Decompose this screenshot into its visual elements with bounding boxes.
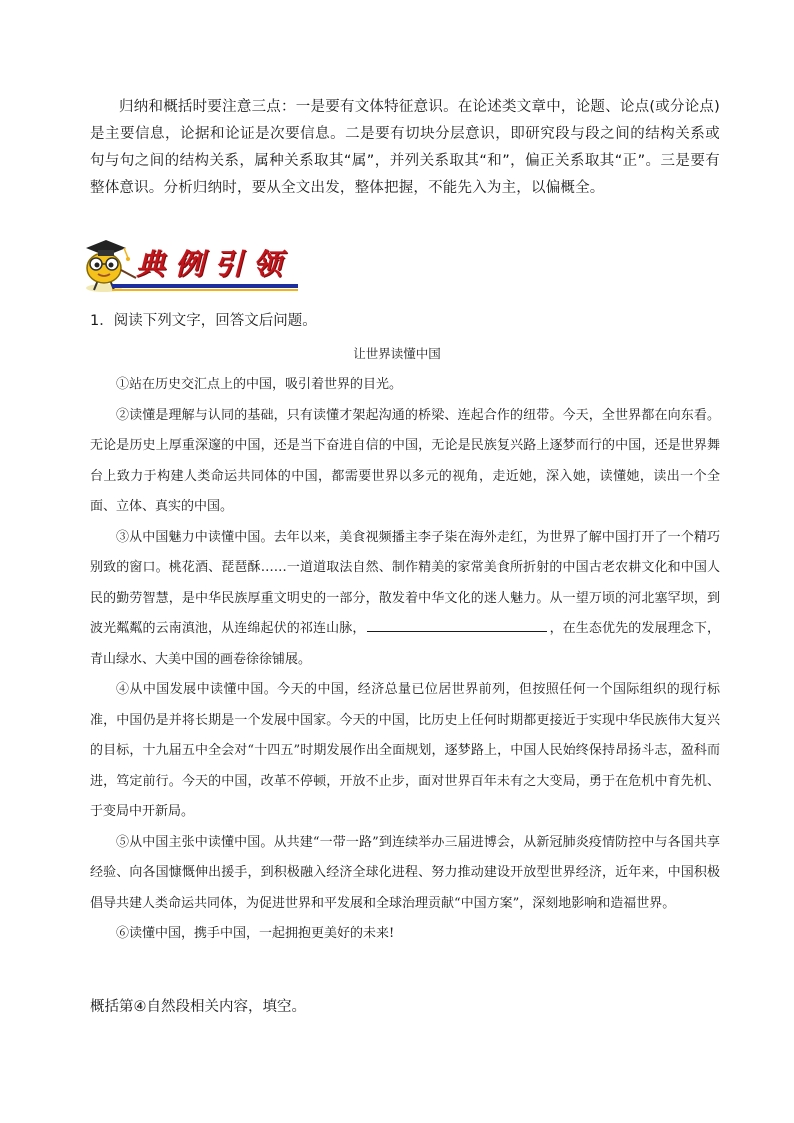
article-paragraph-3 — [90, 523, 720, 676]
banner-title: 典例引领 — [136, 247, 293, 281]
intro-paragraph: 归纳和概括时要注意三点：一是要有文体特征意识。在论述类文章中，论题、论点(或分论点)是主要信息，论据和论证是次要信息。二是要有切块分层意识，即研究段与段之间的结构关系或句与句之间的结构关系，属种关系取其“属”，并列关系取其“和”，偏正关系取其“正”。三是要有整体意识。分析归纳时，要从全文出发，整体把握，不能先入为主，以偏概全。 — [90, 99, 720, 196]
task-instruction: 概括第④自然段相关内容，填空。 — [90, 999, 306, 1015]
paragraph-3-text-after-blank: ，在生态优先的发展理念下，青山绿水、大美中国的画卷徐徐铺展。 — [90, 621, 720, 667]
section-banner — [74, 228, 298, 294]
article-body — [90, 370, 720, 950]
fill-in-blank[interactable] — [367, 617, 547, 632]
article-paragraph-5: ⑤从中国主张中读懂中国。从共建“一带一路”到连续举办三届进博会，从新冠肺炎疫情防控中与各国共享经验、向各国慷慨伸出援手，到积极融入经济全球化进程、努力推动建设开放型世界经济，近年来，中国积极倡导共建人类命运共同体，为促进世界和平发展和全球治理贡献“中国方案”，深刻地影响和造福世界。 — [90, 834, 720, 911]
article-paragraph-2: ②读懂是理解与认同的基础，只有读懂才架起沟通的桥梁、连起合作的纽带。今天，全世界都在向东看。无论是历史上厚重深邃的中国，还是当下奋进自信的中国，无论是民族复兴路上逐梦而行的中国，还是世界舞台上致力于构建人类命运共同体的中国，都需要世界以多元的视角，走近她，深入她，读懂她，读出一个全面、立体、真实的中国。 — [90, 407, 720, 514]
banner-underline — [112, 284, 298, 288]
intro-section — [90, 94, 720, 202]
article-paragraph-6: ⑥读懂中国，携手中国，一起拥抱更美好的未来! — [116, 926, 395, 941]
paragraph-3-text-before-blank: ③从中国魅力中读懂中国。去年以来，美食视频播主李子柒在海外走红，为世界了解中国打开了一个精巧别致的窗口。桃花酒、琵琶酥……一道道取法自然、制作精美的家常美食所折射的中国古老农耕文化和中国人民的勤劳智慧，是中华民族厚重文明史的一部分，散发着中华文化的迷人魅力。从一望万顷的河北塞罕坝，到波光粼粼的云南滇池，从连绵起伏的祁连山脉， — [90, 529, 720, 636]
banner-accent-line — [112, 289, 298, 291]
article-paragraph-4: ④从中国发展中读懂中国。今天的中国，经济总量已位居世界前列，但按照任何一个国际组织的现行标准，中国仍是并将长期是一个发展中国家。今天的中国，比历史上任何时期都更接近于实现中华民族伟大复兴的目标，十九届五中全会对“十四五”时期发展作出全面规划，逐梦路上，中国人民始终保持昂扬斗志，盈科而进，笃定前行。今天的中国，改革不停顿，开放不止步，面对世界百年未有之大变局，勇于在危机中育先机、于变局中开新局。 — [90, 682, 720, 819]
article-paragraph-1: ①站在历史交汇点上的中国，吸引着世界的目光。 — [116, 377, 403, 392]
question-prompt: 1．阅读下列文字，回答文后问题。 — [90, 313, 317, 329]
article-title: 让世界读懂中国 — [353, 346, 441, 361]
